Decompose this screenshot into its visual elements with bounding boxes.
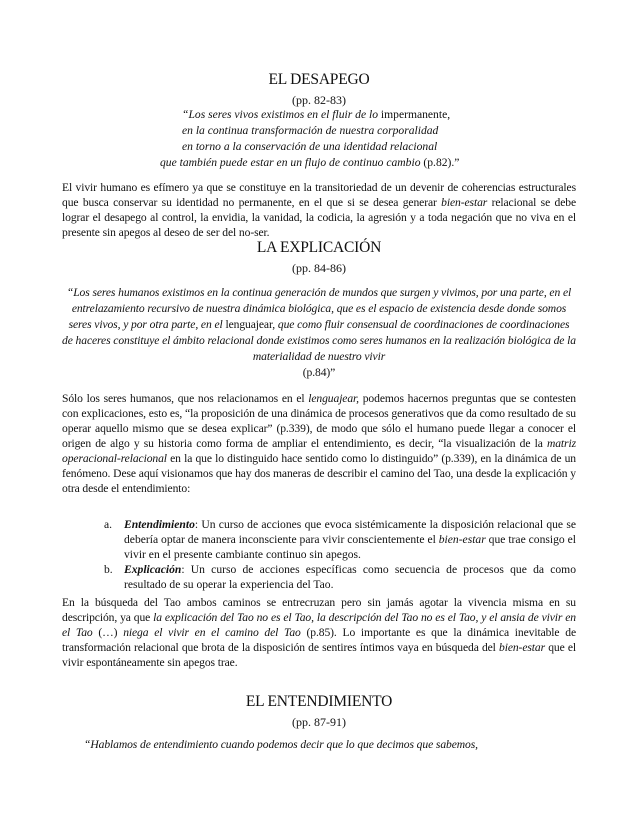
body-paragraph: El vivir humano es efímero ya que se constituye en la transitoriedad de un devenir de coherencias estructurales que busca conservar su identidad no permanente, en el que si se desea generar bien-estar relacional se debe lograr el desapego al control, la envidia, la vanidad, la codicia, la agresión y a toda negación que no viva en el presente sin apegos al deseo de ser del no-ser. [62, 181, 576, 239]
quote-line: que también puede estar en un flujo de continuo cambio (p.82).” [160, 156, 460, 169]
list-term: Entendimiento [124, 518, 195, 531]
section-entendimiento [62, 694, 576, 728]
section-title: EL ENTENDIMIENTO [245, 693, 393, 710]
list-term: Explicación [124, 563, 182, 576]
section-pages: (pp. 82-83) [292, 92, 346, 107]
quote-line: en la continua transformación de nuestra corporalidad [182, 124, 439, 137]
section-explicacion [62, 240, 576, 274]
section-pages: (pp. 84-86) [292, 260, 346, 275]
section-pages: (pp. 87-91) [292, 714, 346, 729]
quote-start: “Hablamos de entendimiento cuando podemos decir que lo que decimos que sabemos, [84, 738, 478, 751]
section-title: LA EXPLICACIÓN [256, 239, 382, 256]
quote-block: “Los seres humanos existimos en la continua generación de mundos que surgen y vivimos, por una parte, en el entrelazamiento recursivo de nuestra dinámica biológica, que es el espacio de existencia desde donde somos seres vivos, y por otra parte, en el lenguajear, que como fluir consensual de coordinaciones de coordinaciones de haceres constituye el ámbito relacional donde existimos como seres humanos en la realización biológica de la materialidad de nuestro vivir (p.84)” [62, 286, 576, 379]
list-item: a. Entendimiento: Un curso de acciones que evoca sistémicamente la disposición relacional que se debería optar de manera inconsciente para vivir conscientemente el bien-estar que trae consigo el vivir en el presente cambiante continuo sin apegos. [104, 518, 576, 561]
quote-line: “Los seres vivos existimos en el fluir de lo impermanente, [182, 108, 451, 121]
section-desapego [62, 72, 576, 106]
body-paragraph: Sólo los seres humanos, que nos relacionamos en el lenguajear, podemos hacernos preguntas que se contesten con explicaciones, esto es, “la proposición de una dinámica de procesos generativos que da como resultado de su operar aquello mismo que se desea explicar” (p.339), de modo que sólo el humano puede llegar a conocer el origen de algo y su historia como forma de ampliar el entendimiento, es decir, “la visualización de la matriz operacional-relacional en la que lo distinguido hace sentido como lo distinguido” (p.339), en la dinámica de un fenómeno. Dese aquí visionamos que hay dos maneras de describir el camino del Tao, una desde la explicación y otra desde el entendimiento: [62, 392, 576, 495]
definition-list [104, 517, 576, 592]
body-paragraph: En la búsqueda del Tao ambos caminos se entrecruzan pero sin jamás agotar la vivencia misma en su descripción, ya que la explicación del Tao no es el Tao, la descripción del Tao no es el Tao, y el ansia de vivir en el Tao (…) niega el vivir en el camino del Tao (p.85). Lo importante es que la dinámica inevitable de transformación relacional que brota de la disposición de sentires íntimos vaya en búsqueda del bien-estar que el vivir espontáneamente sin apegos trae. [62, 596, 577, 669]
section-title: EL DESAPEGO [268, 71, 370, 88]
quote-line: en torno a la conservación de una identidad relacional [182, 140, 438, 153]
list-item: b. Explicación: Un curso de acciones específicas como secuencia de procesos que da como resultado de su operar la experiencia del Tao. [104, 563, 576, 591]
quote-block [160, 107, 590, 171]
